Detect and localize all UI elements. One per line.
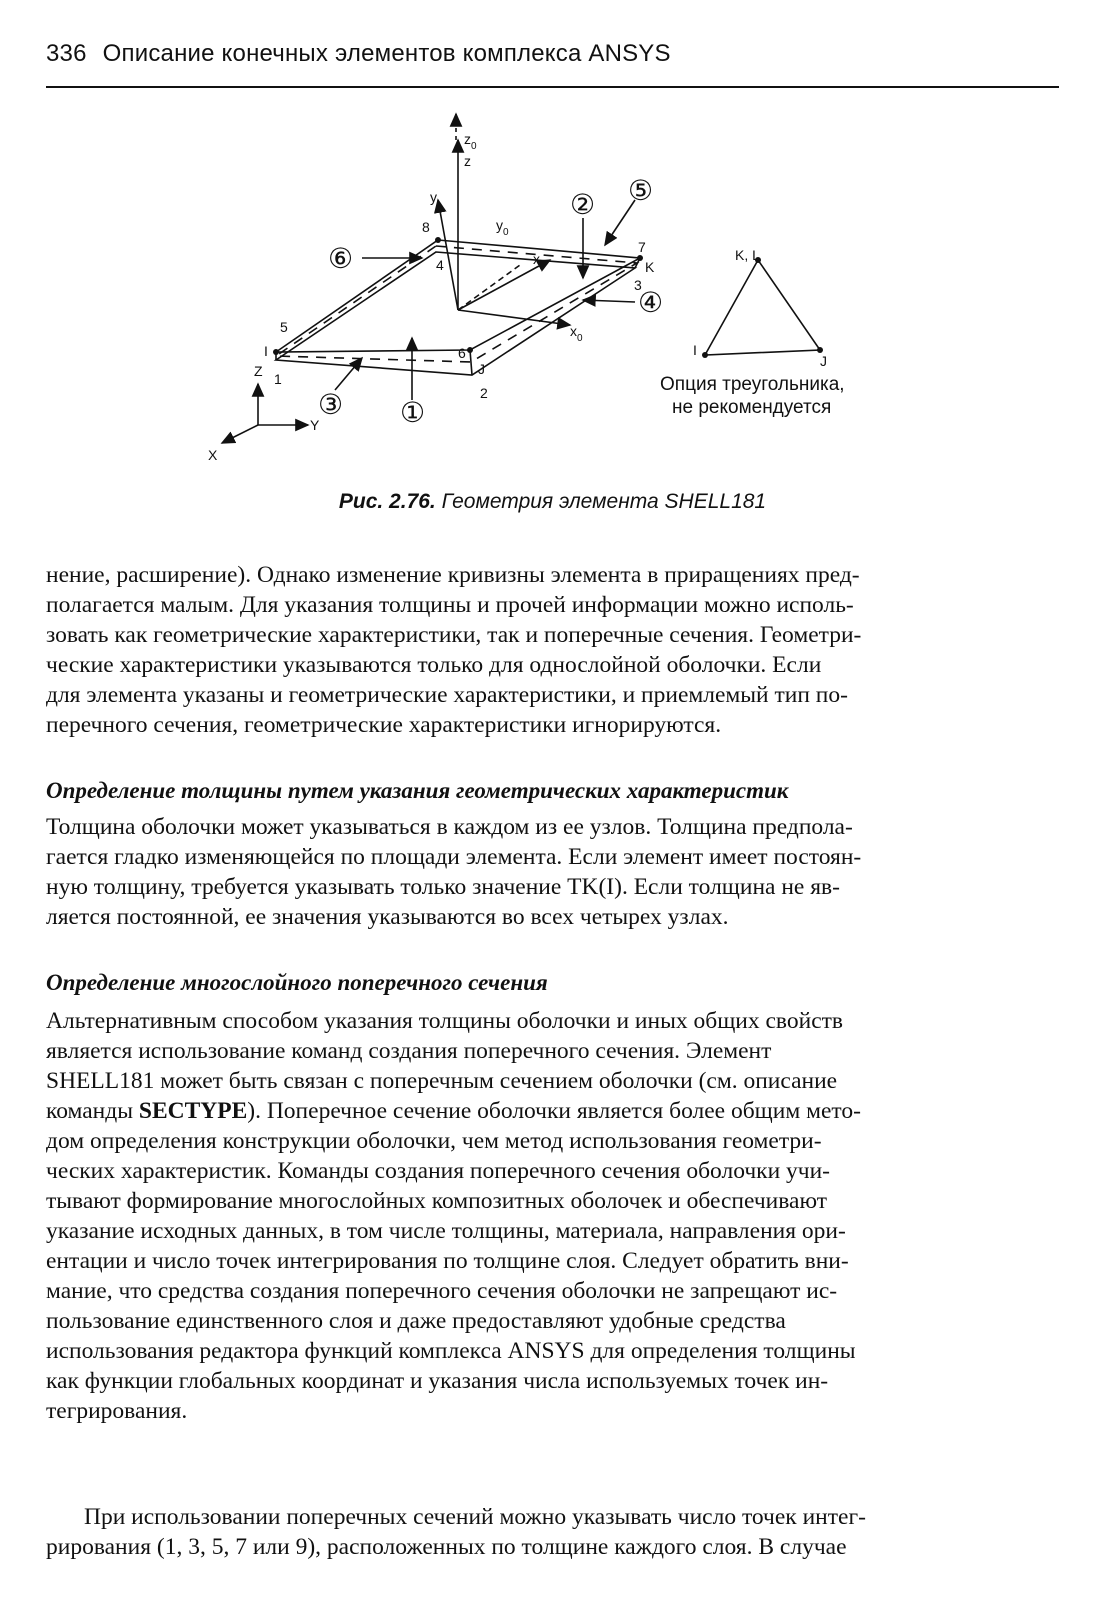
node-3: 3 (634, 277, 642, 293)
text-line: нение, расширение). Однако изменение кривизны элемента в приращениях пред- (46, 562, 860, 588)
paragraph-4 (46, 1502, 1059, 1562)
callout-4: ④ (638, 287, 664, 318)
text-line: тегрирования. (46, 1398, 188, 1424)
global-x-axis (222, 425, 258, 443)
callout-1: ① (400, 397, 426, 428)
text-line: При использовании поперечных сечений можно указывать число точек интег- (84, 1504, 866, 1530)
running-title: Описание конечных элементов комплекса ANSYS (102, 40, 671, 67)
text-line: ентации и число точек интегрирования по толщине слоя. Следует обратить вни- (46, 1248, 849, 1274)
text-line: мание, что средства создания поперечного сечения оболочки не запрещают ис- (46, 1278, 838, 1304)
sectype-command: SECTYPE (138, 1098, 248, 1124)
callout-5: ⑤ (628, 175, 654, 206)
triangle-j-label: J (820, 353, 827, 369)
text-line: зовать как геометрические характеристики, так и поперечные сечения. Геометри- (46, 622, 862, 648)
paragraph-3 (46, 1006, 1059, 1426)
text-line: команды SECTYPE). Поперечное сечение оболочки является более общим мето- (46, 1098, 861, 1124)
heading-multilayer: Определение многослойного поперечного сечения (46, 970, 548, 995)
callout-2: ② (570, 189, 596, 220)
label-y0: $y_0$ (496, 217, 509, 238)
caption-text: Геометрия элемента SHELL181 (441, 490, 767, 513)
text-line: рирования (1, 3, 5, 7 или 9), расположенных по толщине каждого слоя. В случае (46, 1534, 847, 1560)
text-line: перечного сечения, геометрические характеристики игнорируются. (46, 712, 722, 738)
text-line: Альтернативным способом указания толщины оболочки и иных общих свойств (46, 1008, 843, 1034)
page-header (46, 40, 1059, 68)
text-line: тывают формирование многослойных композитных оболочек и обеспечивают (46, 1188, 827, 1214)
label-x: x (533, 251, 540, 267)
node-k: K (645, 259, 655, 275)
label-y: y (430, 189, 437, 205)
node-7: 7 (638, 239, 646, 255)
triangle-kl-label: K, L (735, 247, 760, 263)
text-line: ляется постоянной, ее значения указываются во всех четырех узлах. (46, 904, 729, 930)
node-5: 5 (280, 319, 288, 335)
paragraph-1 (46, 560, 1059, 740)
label-x0: $x_0$ (570, 323, 583, 344)
node-6: 6 (458, 345, 466, 361)
text-line: указание исходных данных, в том числе толщины, материала, направления ори- (46, 1218, 846, 1244)
x0-axis (458, 310, 570, 325)
text-line: пользование единственного слоя и даже предоставляют удобные средства (46, 1308, 786, 1334)
callout-3: ③ (318, 389, 344, 420)
text-line: для элемента указаны и геометрические характеристики, и приемлемый тип по- (46, 682, 848, 708)
x-axis (458, 260, 550, 310)
text-line: SHELL181 может быть связан с поперечным сечением оболочки (см. описание (46, 1068, 838, 1094)
y-axis (438, 200, 458, 310)
label-z0: $z_0$ (464, 131, 477, 152)
page-number: 336 (46, 40, 87, 67)
node-1: 1 (274, 371, 282, 387)
global-z-label: Z (254, 363, 263, 379)
triangle-option (705, 260, 820, 355)
text-line: использования редактора функций комплекса ANSYS для определения толщины (46, 1338, 856, 1364)
text-line: дом определения конструкции оболочки, чем метод использования геометри- (46, 1128, 822, 1154)
text-line: ческие характеристики указываются только для однослойной оболочки. Если (46, 652, 822, 678)
global-y-label: Y (310, 417, 320, 433)
text-line: ную толщину, требуется указывать только значение TK(I). Если толщина не яв- (46, 874, 840, 900)
caption-label: Рис. 2.76. (338, 490, 436, 513)
text-line: ческих характеристик. Команды создания поперечного сечения оболочки учи- (46, 1158, 830, 1184)
triangle-i-label: I (693, 342, 697, 358)
figure-caption (46, 490, 1059, 514)
header-rule (46, 86, 1059, 88)
node-2: 2 (480, 385, 488, 401)
text-line: Толщина оболочки может указываться в каждом из ее узлов. Толщина предпола- (46, 814, 853, 840)
node-j: J (478, 361, 485, 377)
triangle-note-1: Опция треугольника, (660, 374, 845, 395)
paragraph-2 (46, 812, 1059, 932)
text-line: гается гладко изменяющейся по площади элемента. Если элемент имеет постоян- (46, 844, 862, 870)
triangle-note-2: не рекомендуется (672, 397, 832, 418)
label-z: z (464, 153, 471, 169)
node-4: 4 (436, 257, 444, 273)
global-x-label: X (208, 447, 218, 463)
text-line: полагается малым. Для указания толщины и прочей информации можно исполь- (46, 592, 854, 618)
text-line: является использование команд создания поперечного сечения. Элемент (46, 1038, 772, 1064)
heading-thickness: Определение толщины путем указания геометрических характеристик (46, 778, 789, 803)
node-i: I (264, 343, 268, 359)
shell181-diagram (200, 100, 920, 500)
node-8: 8 (422, 219, 430, 235)
figure-shell181 (200, 100, 920, 500)
callout-6: ⑥ (328, 243, 354, 274)
text-line: как функции глобальных координат и указания числа используемых точек ин- (46, 1368, 829, 1394)
